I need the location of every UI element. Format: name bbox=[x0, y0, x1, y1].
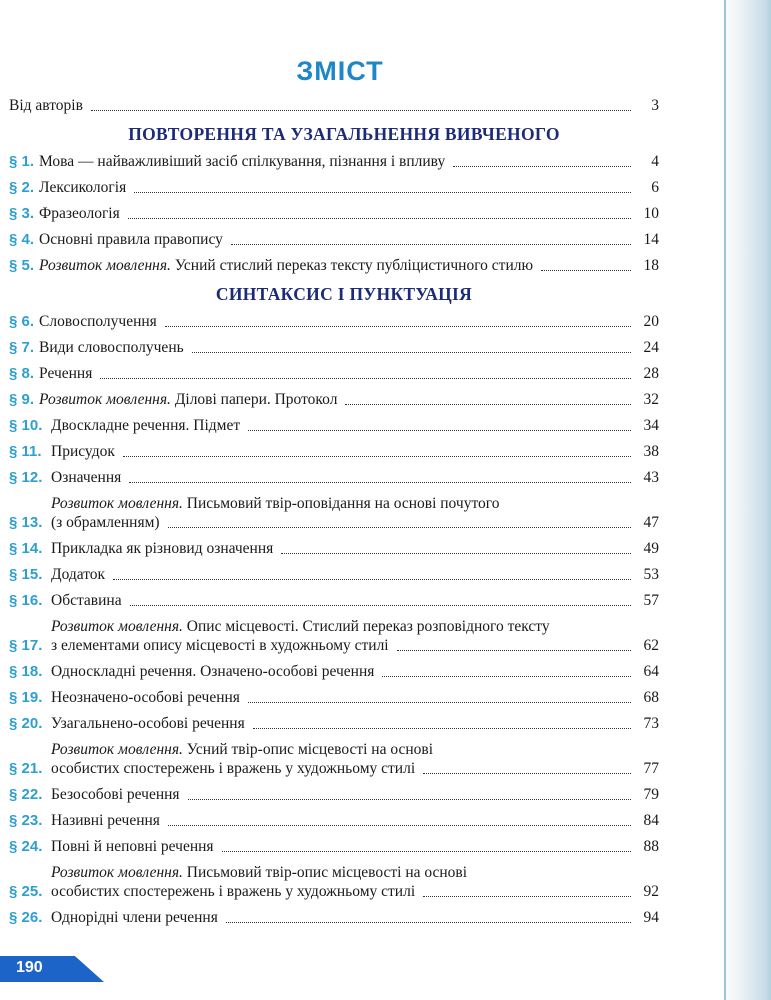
toc-page-number: 6 bbox=[651, 179, 659, 196]
paragraph-number: § 24. bbox=[9, 838, 43, 855]
toc-entry[interactable] bbox=[9, 416, 659, 435]
toc-page-number: 32 bbox=[643, 391, 659, 408]
speech-development-label: Розвиток мовлення. bbox=[51, 741, 183, 758]
dot-leader bbox=[231, 244, 631, 245]
dot-leader bbox=[253, 728, 631, 729]
toc-entry-title: Узагальнено-особові речення bbox=[51, 715, 245, 732]
paragraph-number: § 2. bbox=[9, 179, 35, 196]
speech-development-label: Розвиток мовлення. bbox=[51, 495, 183, 512]
toc-page-number: 94 bbox=[643, 909, 659, 926]
toc-entry-title: Усний стислий переказ тексту публіцистичного стилю bbox=[174, 257, 534, 274]
speech-development-label: Розвиток мовлення. bbox=[51, 864, 183, 881]
toc-entry[interactable] bbox=[9, 591, 659, 610]
paragraph-number: § 18. bbox=[9, 663, 43, 680]
toc-entry-title: Письмовий твір-опис місцевості на основі bbox=[186, 864, 468, 881]
paragraph-number: § 9. bbox=[9, 391, 35, 408]
toc-page-number: 20 bbox=[643, 313, 659, 330]
paragraph-number: § 15. bbox=[9, 566, 43, 583]
dot-leader bbox=[382, 676, 631, 677]
dot-leader bbox=[541, 270, 631, 271]
dot-leader bbox=[248, 430, 631, 431]
paragraph-number: § 19. bbox=[9, 689, 43, 706]
toc-page-number: 47 bbox=[643, 514, 659, 531]
toc-entry-title: з елементами опису місцевості в художньому стилі bbox=[51, 637, 389, 654]
toc-entry-title: Фразеологія bbox=[39, 205, 120, 222]
toc-page-number: 3 bbox=[651, 97, 659, 114]
toc-entry[interactable] bbox=[9, 565, 659, 584]
paragraph-number: § 20. bbox=[9, 715, 43, 732]
toc-entry-title: Основні правила правопису bbox=[39, 231, 223, 248]
toc-entry[interactable] bbox=[9, 152, 659, 171]
table-of-contents bbox=[9, 96, 659, 934]
speech-development-label: Розвиток мовлення. bbox=[39, 257, 171, 274]
toc-page-number: 18 bbox=[643, 257, 659, 274]
toc-entry-title: Мова — найважливіший засіб спілкування, пізнання і впливу bbox=[39, 153, 446, 170]
toc-page-number: 62 bbox=[643, 637, 659, 654]
dot-leader bbox=[113, 579, 631, 580]
paragraph-number: § 5. bbox=[9, 257, 35, 274]
toc-entry-text bbox=[51, 468, 121, 487]
dot-leader bbox=[165, 326, 631, 327]
section-heading: ПОВТОРЕННЯ ТА УЗАГАЛЬНЕННЯ ВИВЧЕНОГО bbox=[128, 124, 560, 144]
toc-entry[interactable] bbox=[9, 178, 659, 197]
toc-entry-text bbox=[51, 759, 415, 778]
paragraph-number: § 16. bbox=[9, 592, 43, 609]
toc-entry-text bbox=[51, 636, 389, 655]
page-number: 190 bbox=[16, 959, 43, 976]
toc-entry[interactable] bbox=[9, 390, 659, 409]
toc-entry[interactable] bbox=[9, 230, 659, 249]
toc-entry-text bbox=[51, 442, 115, 461]
paragraph-number: § 10. bbox=[9, 417, 43, 434]
toc-entry-title: Неозначено-особові речення bbox=[51, 689, 240, 706]
dot-leader bbox=[91, 110, 631, 111]
toc-entry[interactable] bbox=[9, 364, 659, 383]
toc-entry-title: Повні й неповні речення bbox=[51, 838, 214, 855]
dot-leader bbox=[123, 456, 631, 457]
toc-entry-text bbox=[51, 908, 218, 927]
toc-entry[interactable] bbox=[9, 442, 659, 461]
toc-page-number: 49 bbox=[643, 540, 659, 557]
toc-entry-title: Однорідні члени речення bbox=[51, 909, 218, 926]
toc-entry[interactable] bbox=[9, 494, 659, 532]
dot-leader bbox=[168, 527, 631, 528]
toc-entry[interactable] bbox=[9, 740, 659, 778]
toc-page-number: 28 bbox=[643, 365, 659, 382]
paragraph-number: § 4. bbox=[9, 231, 35, 248]
toc-entry-title: Усний твір-опис місцевості на основі bbox=[186, 741, 434, 758]
toc-entry-title: Присудок bbox=[51, 443, 115, 460]
paragraph-number: § 21. bbox=[9, 760, 43, 777]
dot-leader bbox=[226, 922, 631, 923]
toc-page-number: 77 bbox=[643, 760, 659, 777]
toc-entry-text bbox=[39, 390, 337, 409]
toc-entry[interactable] bbox=[9, 256, 659, 275]
toc-page-number: 88 bbox=[643, 838, 659, 855]
dot-leader bbox=[423, 773, 631, 774]
toc-entry-text bbox=[51, 811, 160, 830]
toc-entry-text bbox=[39, 152, 445, 171]
toc-entry[interactable] bbox=[9, 468, 659, 487]
toc-entry-text bbox=[51, 513, 160, 532]
toc-entry[interactable] bbox=[9, 863, 659, 901]
dot-leader bbox=[130, 605, 631, 606]
toc-page-number: 73 bbox=[643, 715, 659, 732]
paragraph-number: § 3. bbox=[9, 205, 35, 222]
page-title: ЗМІСТ bbox=[296, 56, 384, 86]
toc-entry-title: Ділові папери. Протокол bbox=[174, 391, 338, 408]
toc-entry-text bbox=[51, 863, 467, 882]
toc-entry[interactable] bbox=[9, 617, 659, 655]
toc-entry-text bbox=[39, 178, 126, 197]
toc-entry-text bbox=[51, 416, 240, 435]
page-edge-shadow bbox=[719, 0, 771, 1000]
paragraph-number: § 7. bbox=[9, 339, 35, 356]
toc-entry-label: Від авторів bbox=[9, 97, 83, 114]
toc-entry-title: Види словосполучень bbox=[39, 339, 184, 356]
toc-entry-text bbox=[39, 364, 92, 383]
dot-leader bbox=[248, 702, 631, 703]
toc-page-number: 34 bbox=[643, 417, 659, 434]
toc-entry-title: (з обрамленням) bbox=[51, 514, 160, 531]
toc-page-number: 64 bbox=[643, 663, 659, 680]
dot-leader bbox=[168, 825, 631, 826]
dot-leader bbox=[128, 218, 631, 219]
toc-page-number: 92 bbox=[643, 883, 659, 900]
toc-entry-text bbox=[39, 256, 533, 275]
toc-page-number: 79 bbox=[643, 786, 659, 803]
toc-entry-text bbox=[51, 882, 415, 901]
paragraph-number: § 13. bbox=[9, 514, 43, 531]
toc-entry-text bbox=[51, 494, 500, 513]
toc-entry-text bbox=[51, 539, 273, 558]
toc-entry-text bbox=[51, 688, 240, 707]
toc-entry-title: Додаток bbox=[51, 566, 106, 583]
speech-development-label: Розвиток мовлення. bbox=[51, 618, 183, 635]
toc-entry[interactable] bbox=[9, 714, 659, 733]
toc-entry[interactable] bbox=[9, 837, 659, 856]
paragraph-number: § 8. bbox=[9, 365, 35, 382]
toc-entry-text bbox=[39, 230, 223, 249]
paragraph-number: § 6. bbox=[9, 313, 35, 330]
paragraph-number: § 25. bbox=[9, 883, 43, 900]
toc-page-number: 43 bbox=[643, 469, 659, 486]
toc-entry[interactable] bbox=[9, 204, 659, 223]
section-heading: СИНТАКСИС І ПУНКТУАЦІЯ bbox=[215, 284, 473, 304]
toc-entry-title: Односкладні речення. Означено-особові речення bbox=[51, 663, 375, 680]
toc-entry-title: Називні речення bbox=[51, 812, 160, 829]
toc-entry[interactable] bbox=[9, 908, 659, 927]
toc-page-number: 38 bbox=[643, 443, 659, 460]
paragraph-number: § 12. bbox=[9, 469, 43, 486]
toc-entry-title: особистих спостережень і вражень у художньому стилі bbox=[51, 760, 416, 777]
page-edge-line bbox=[724, 0, 726, 1000]
paragraph-number: § 22. bbox=[9, 786, 43, 803]
dot-leader bbox=[397, 650, 631, 651]
toc-entry[interactable] bbox=[9, 662, 659, 681]
toc-entry[interactable] bbox=[9, 312, 659, 331]
toc-entry-text bbox=[51, 662, 374, 681]
dot-leader bbox=[100, 378, 631, 379]
toc-page-number: 24 bbox=[643, 339, 659, 356]
toc-page-number: 68 bbox=[643, 689, 659, 706]
toc-entry-text bbox=[51, 617, 550, 636]
toc-entry-text bbox=[51, 785, 180, 804]
toc-entry-intro[interactable] bbox=[9, 96, 659, 115]
paragraph-number: § 23. bbox=[9, 812, 43, 829]
dot-leader bbox=[281, 553, 631, 554]
toc-entry-text bbox=[51, 591, 122, 610]
toc-entry-title: Означення bbox=[51, 469, 122, 486]
toc-entry-text bbox=[51, 837, 214, 856]
toc-entry-title: Письмовий твір-оповідання на основі почутого bbox=[186, 495, 500, 512]
toc-entry-text bbox=[39, 312, 157, 331]
toc-page-number: 84 bbox=[643, 812, 659, 829]
dot-leader bbox=[453, 166, 631, 167]
toc-entry-title: Опис місцевості. Стислий переказ розповідного тексту bbox=[186, 618, 550, 635]
paragraph-number: § 17. bbox=[9, 637, 43, 654]
toc-entry-text bbox=[39, 204, 120, 223]
toc-page-number: 53 bbox=[643, 566, 659, 583]
toc-entry-text bbox=[51, 740, 433, 759]
dot-leader bbox=[134, 192, 631, 193]
toc-entry-title: Лексикологія bbox=[39, 179, 127, 196]
toc-entry[interactable] bbox=[9, 688, 659, 707]
speech-development-label: Розвиток мовлення. bbox=[39, 391, 171, 408]
dot-leader bbox=[129, 482, 631, 483]
dot-leader bbox=[192, 352, 631, 353]
dot-leader bbox=[188, 799, 631, 800]
dot-leader bbox=[423, 896, 631, 897]
toc-entry[interactable] bbox=[9, 811, 659, 830]
toc-entry[interactable] bbox=[9, 785, 659, 804]
toc-entry-text bbox=[39, 338, 184, 357]
toc-page-number: 14 bbox=[643, 231, 659, 248]
toc-entry-title: Безособові речення bbox=[51, 786, 180, 803]
toc-page-number: 10 bbox=[643, 205, 659, 222]
toc-entry-title: особистих спостережень і вражень у художньому стилі bbox=[51, 883, 416, 900]
toc-entry-title: Словосполучення bbox=[39, 313, 157, 330]
page-number-tab bbox=[0, 956, 104, 982]
paragraph-number: § 14. bbox=[9, 540, 43, 557]
toc-entry[interactable] bbox=[9, 539, 659, 558]
toc-entry-title: Обставина bbox=[51, 592, 122, 609]
dot-leader bbox=[345, 404, 631, 405]
paragraph-number: § 26. bbox=[9, 909, 43, 926]
dot-leader bbox=[222, 851, 631, 852]
paragraph-number: § 11. bbox=[9, 443, 42, 460]
toc-entry-text bbox=[51, 714, 245, 733]
toc-entry-title: Прикладка як різновид означення bbox=[51, 540, 274, 557]
toc-entry[interactable] bbox=[9, 338, 659, 357]
paragraph-number: § 1. bbox=[9, 153, 35, 170]
toc-page-number: 57 bbox=[643, 592, 659, 609]
toc-page-number: 4 bbox=[651, 153, 659, 170]
toc-entry-title: Речення bbox=[39, 365, 93, 382]
toc-entry-title: Двоскладне речення. Підмет bbox=[51, 417, 241, 434]
toc-entry-text bbox=[51, 565, 105, 584]
